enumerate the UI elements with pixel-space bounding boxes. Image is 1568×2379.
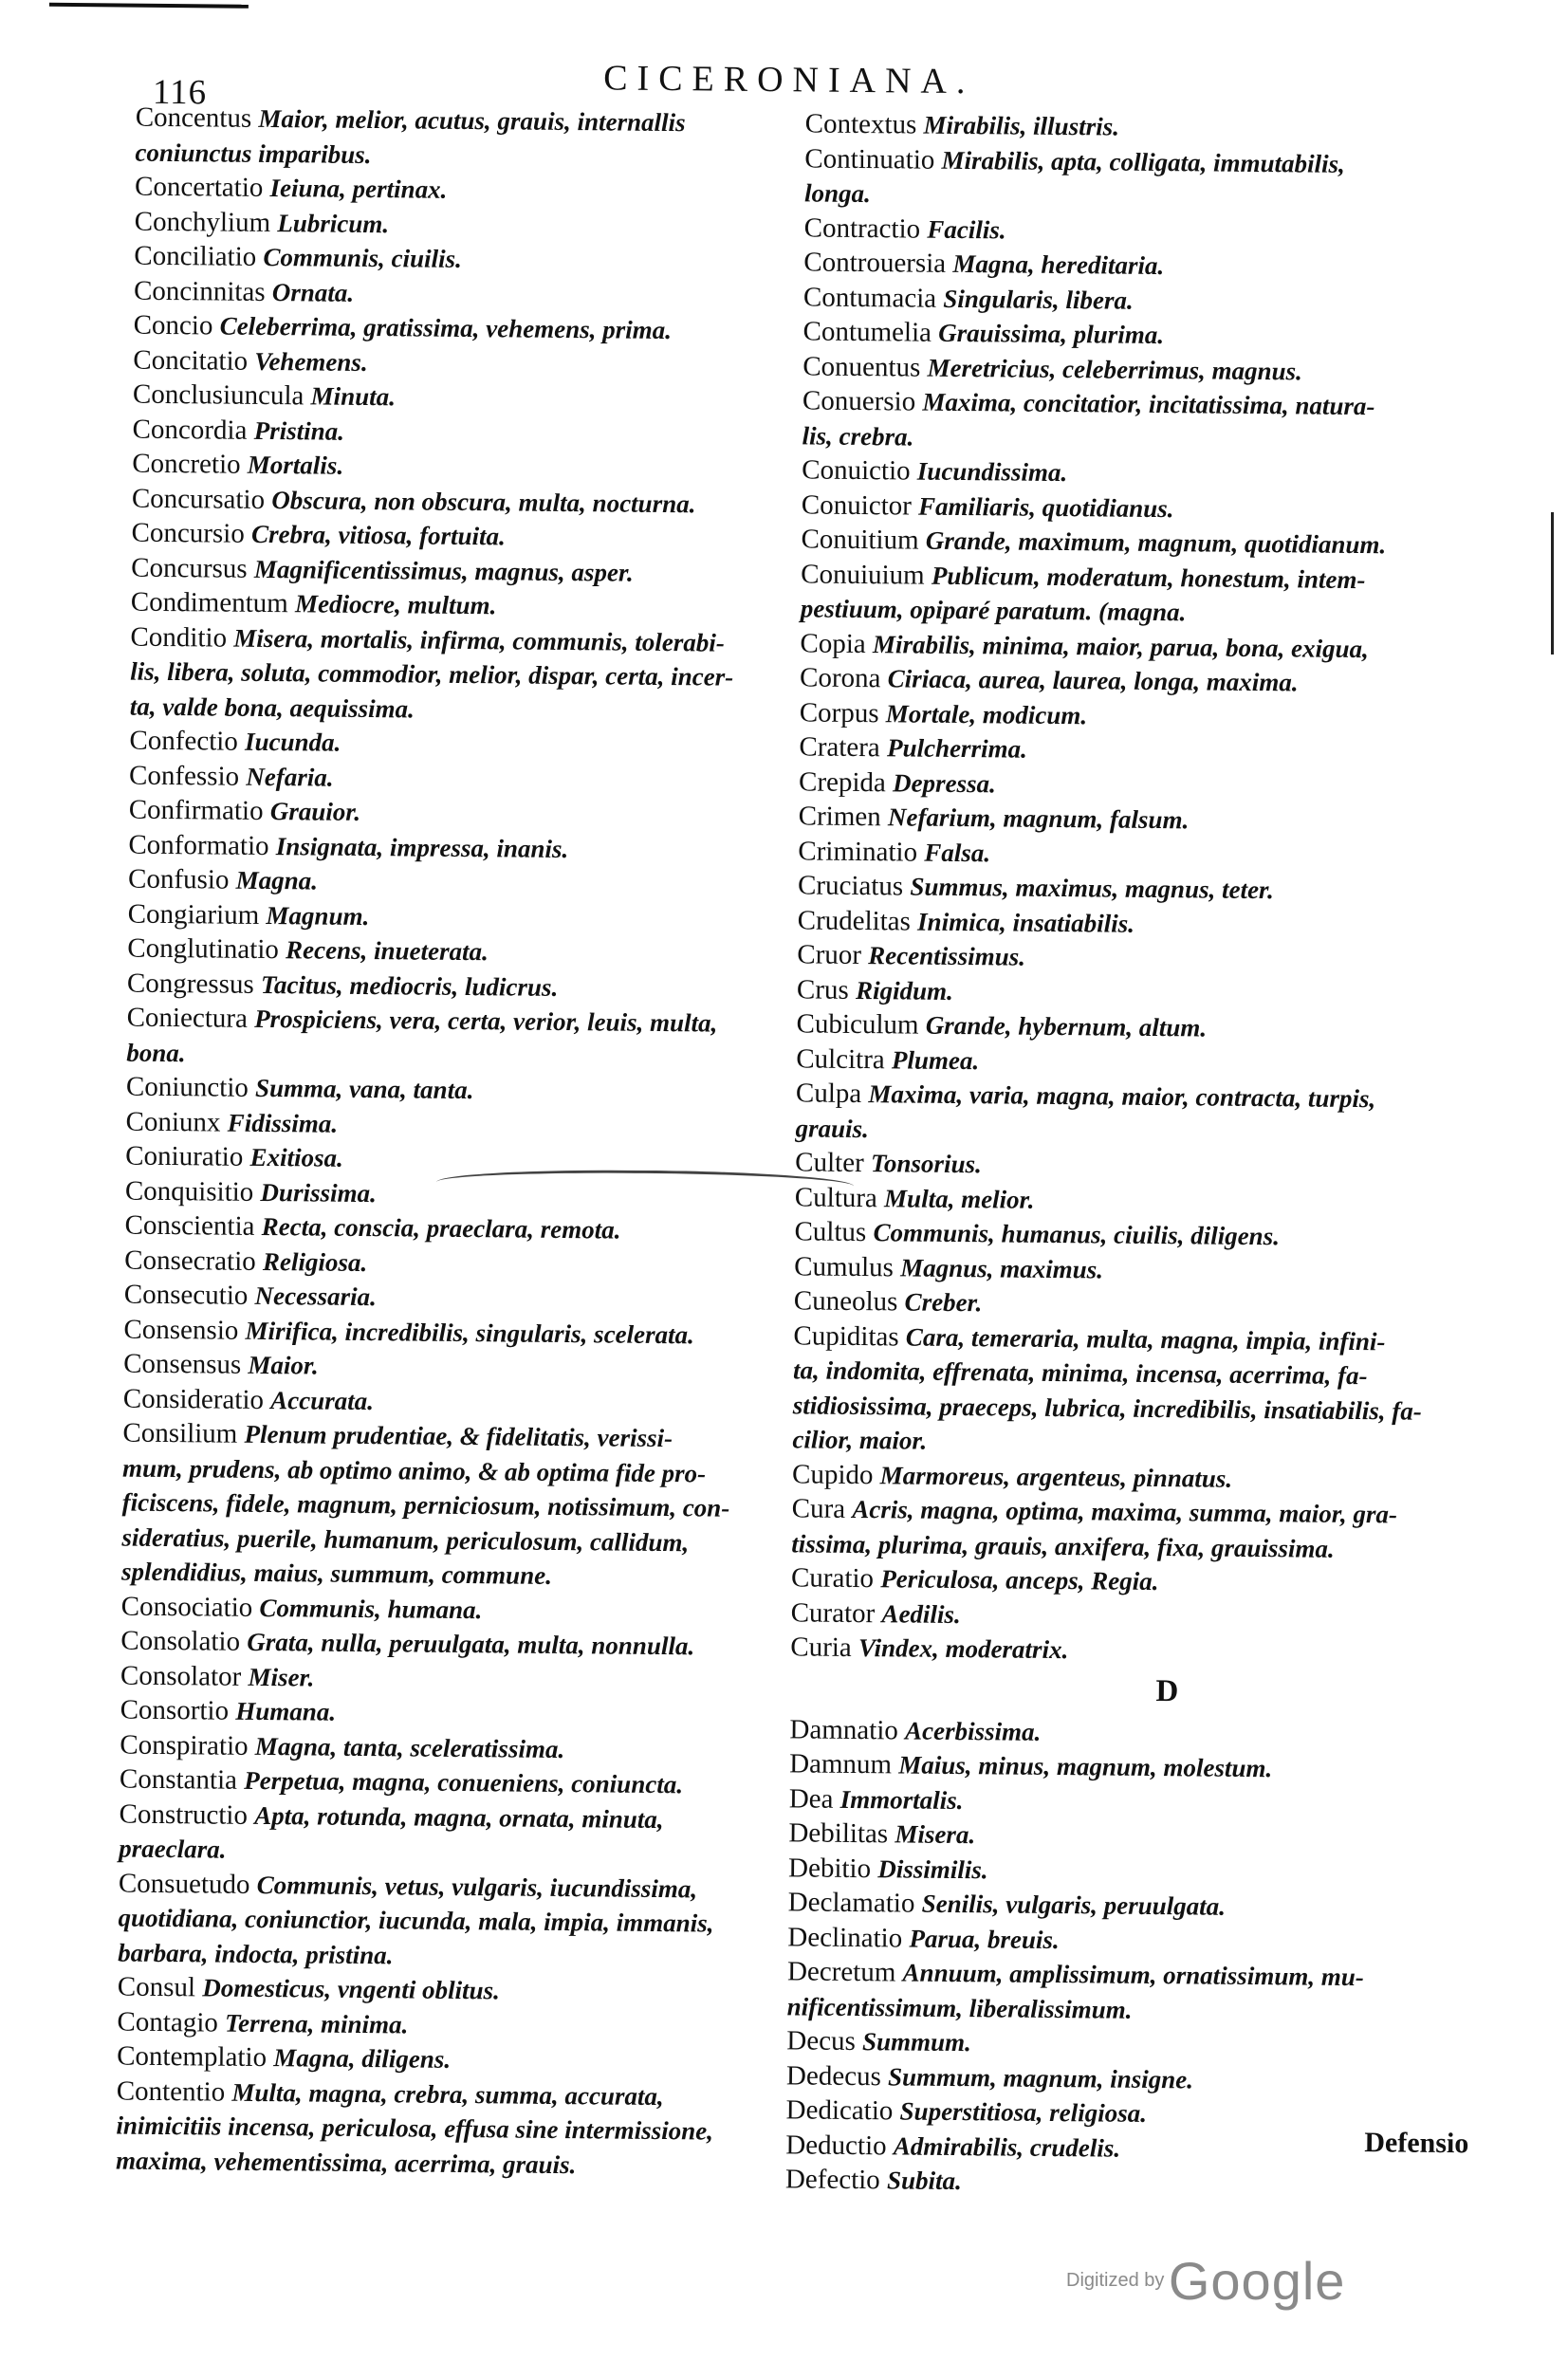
entry: [802, 452, 1499, 494]
headword: Contemplatio: [117, 2040, 267, 2074]
headword: Crepida: [798, 765, 887, 798]
epithets: lis, crebra.: [802, 420, 914, 452]
epithets: maxima, vehementissima, acerrima, grauis.: [115, 2146, 577, 2179]
entry: [801, 522, 1498, 563]
edge-mark: [1551, 512, 1554, 655]
epithets: Grauior.: [269, 797, 361, 826]
headword: Contentio: [116, 2075, 226, 2108]
headword: Culcitra: [796, 1042, 885, 1075]
entry-continuation: [118, 1901, 815, 1943]
headword: Conquisitio: [124, 1175, 254, 1208]
epithets: Durissima.: [260, 1177, 377, 1208]
entry: [126, 1070, 823, 1112]
headword: Conuitium: [801, 524, 919, 556]
headword: Consociatio: [120, 1591, 253, 1623]
epithets: coniunctus imparibus.: [135, 138, 372, 169]
epithets: Marmoreus, argenteus, pinnatus.: [879, 1460, 1233, 1493]
page-number: 116: [152, 72, 208, 113]
epithets: Celeberrima, gratissima, vehemens, prima.: [219, 311, 673, 345]
epithets: Pulcherrima.: [886, 733, 1027, 764]
epithets: Communis, vetus, vulgaris, iucundissima,: [256, 1870, 698, 1903]
epithets: Lubricum.: [277, 208, 390, 238]
entry: [787, 1954, 1485, 1996]
epithets: Magna, hereditaria.: [952, 249, 1165, 281]
epithets: sideratius, puerile, humanum, periculosum, callidum,: [121, 1522, 690, 1557]
entry: [117, 2039, 814, 2081]
entry: [123, 1347, 821, 1389]
entry: [804, 141, 1502, 183]
headword: Constructio: [119, 1798, 249, 1831]
headword: Coniunx: [125, 1106, 221, 1138]
entry: [799, 799, 1496, 840]
entry: [134, 308, 831, 350]
headword: Cura: [791, 1493, 846, 1524]
running-head: CICERONIANA.: [602, 58, 975, 102]
headword: Dea: [788, 1782, 834, 1815]
epithets: Tacitus, mediocris, ludicrus.: [260, 969, 559, 1002]
headword: Declinatio: [787, 1921, 903, 1953]
headword: Conchylium: [134, 206, 271, 238]
headword: Concordia: [132, 414, 248, 446]
headword: Decretum: [786, 1956, 896, 1988]
epithets: Admirabilis, crudelis.: [893, 2130, 1121, 2163]
headword: Consecratio: [124, 1245, 256, 1277]
epithets: Senilis, vulgaris, peruulgata.: [921, 1889, 1227, 1921]
entry-continuation: [116, 2109, 813, 2150]
epithets: Vindex, moderatrix.: [858, 1633, 1069, 1665]
epithets: inimicitiis incensa, periculosa, effusa sine intermissione,: [116, 2111, 714, 2146]
headword: Contextus: [804, 108, 917, 140]
epithets: Misera, mortalis, infirma, communis, tolerabi-: [233, 623, 725, 657]
epithets: Annuum, amplissimum, ornatissimum, mu-: [902, 1958, 1364, 1992]
headword: Conuentus: [802, 350, 921, 383]
epithets: Vehemens.: [254, 346, 368, 377]
epithets: Insignata, impressa, inanis.: [275, 831, 569, 863]
headword: Crimen: [798, 801, 881, 833]
entry: [122, 1416, 820, 1458]
headword: Conuictor: [801, 489, 913, 522]
entry: [805, 106, 1503, 148]
headword: Consilium: [122, 1417, 238, 1449]
epithets: Pristina.: [253, 415, 345, 446]
epithets: Accurata.: [270, 1385, 375, 1415]
headword: Corpus: [799, 696, 879, 728]
headword: Dedicatio: [785, 2094, 894, 2127]
entry: [792, 1491, 1489, 1533]
epithets: Summum.: [861, 2027, 972, 2057]
epithets: Magna, diligens.: [273, 2043, 452, 2074]
headword: Concursio: [131, 517, 245, 549]
epithets: Prospiciens, vera, certa, verior, leuis, multa,: [254, 1004, 718, 1038]
epithets: ficiscens, fidele, magnum, perniciosum, notissimum, con-: [121, 1487, 730, 1522]
epithets: Magnus, maximus.: [900, 1252, 1104, 1283]
epithets: ta, valde bona, aequissima.: [129, 692, 415, 723]
headword: Debitio: [787, 1852, 872, 1884]
epithets: Nefarium, magnum, falsum.: [887, 802, 1190, 835]
epithets: Maxima, varia, magna, maior, contracta, turpis,: [868, 1079, 1376, 1114]
headword: Conuictio: [802, 454, 911, 487]
headword: Consensio: [123, 1314, 239, 1346]
google-logo: Google: [1168, 2251, 1346, 2311]
epithets: Fidissima.: [227, 1108, 339, 1138]
epithets: Grata, nulla, peruulgata, multa, nonnulla.: [247, 1627, 695, 1661]
headword: Conditio: [130, 621, 228, 654]
epithets: Acerbissima.: [904, 1716, 1042, 1746]
headword: Curatio: [790, 1562, 875, 1595]
headword: Concursus: [131, 552, 248, 584]
headword: Constantia: [119, 1763, 238, 1796]
entry: [786, 2023, 1484, 2065]
headword: Defectio: [784, 2164, 880, 2196]
epithets: Singularis, libera.: [943, 284, 1134, 315]
entry: [791, 1560, 1488, 1602]
entry: [795, 1145, 1492, 1187]
epithets: Obscura, non obscura, multa, nocturna.: [271, 485, 696, 518]
headword: Continuatio: [804, 142, 935, 175]
epithets: Communis, ciuilis.: [263, 242, 462, 273]
epithets: Grauissima, plurima.: [938, 318, 1165, 350]
epithets: Inimica, insatiabilis.: [916, 907, 1135, 938]
epithets: Periculosa, anceps, Regia.: [880, 1564, 1159, 1596]
headword: Concitatio: [133, 344, 249, 377]
epithets: Immortalis.: [839, 1784, 964, 1815]
epithets: Multa, melior.: [883, 1183, 1035, 1214]
headword: Criminatio: [798, 835, 918, 868]
headword: Concursatio: [131, 483, 266, 515]
epithets: Grande, maximum, magnum, quotidianum.: [925, 526, 1387, 560]
entry-continuation: [122, 1485, 820, 1527]
headword: Culpa: [795, 1078, 862, 1110]
epithets: longa.: [803, 178, 871, 209]
watermark-prefix: Digitized by: [1066, 2270, 1165, 2291]
headword: Conformatio: [128, 829, 269, 861]
headword: Coniectura: [126, 1002, 249, 1034]
entry: [124, 1208, 821, 1250]
headword: Contumelia: [802, 316, 932, 348]
entry: [129, 793, 826, 835]
headword: Cratera: [799, 731, 880, 764]
headword: Consul: [117, 1971, 196, 2003]
section-letter: D: [1155, 1673, 1179, 1708]
headword: Confirmatio: [128, 794, 264, 826]
epithets: mum, prudens, ab optimo animo, & ab optima fide pro-: [121, 1453, 707, 1487]
epithets: Depressa.: [893, 767, 997, 798]
epithets: Summum, magnum, insigne.: [887, 2061, 1194, 2093]
headword: Crudelitas: [797, 904, 912, 937]
epithets: Multa, magna, crebra, summa, accurata,: [231, 2077, 664, 2111]
epithets: Domesticus, vngenti oblitus.: [202, 1973, 500, 2005]
digitized-by-watermark: [1066, 2250, 1345, 2312]
epithets: Misera.: [895, 1819, 976, 1850]
epithets: Maxima, concitatior, incitatissima, natura-: [922, 387, 1375, 421]
epithets: Tonsorius.: [870, 1149, 982, 1179]
entry: [785, 2162, 1483, 2204]
entry: [803, 245, 1501, 286]
epithets: Terrena, minima.: [224, 2008, 409, 2038]
epithets: Summa, vana, tanta.: [254, 1073, 474, 1105]
epithets: Mirabilis, apta, colligata, immutabilis,: [941, 145, 1346, 178]
headword: Deductio: [785, 2129, 887, 2161]
headword: Conglutinatio: [127, 932, 280, 966]
epithets: cilior, maior.: [792, 1425, 928, 1455]
epithets: quotidiana, coniunctior, iucunda, mala, impia, immanis,: [118, 1903, 714, 1938]
entry: [131, 516, 828, 558]
headword: Damnum: [788, 1748, 893, 1780]
entry: [136, 101, 833, 142]
headword: Congressus: [126, 968, 254, 1000]
epithets: lis, libera, soluta, commodior, melior, dispar, certa, incer-: [130, 656, 734, 692]
epithets: Mortale, modicum.: [885, 698, 1088, 729]
epithets: Minuta.: [310, 381, 397, 412]
epithets: praeclara.: [119, 1834, 227, 1864]
entry-continuation: [116, 2143, 813, 2185]
epithets: pestiuum, opiparé paratum. (magna.: [800, 594, 1187, 627]
entry: [794, 1214, 1491, 1256]
catchword: Defensio: [1364, 2127, 1469, 2160]
headword: Conspiratio: [120, 1729, 249, 1761]
epithets: Mirabilis, minima, maior, parua, bona, exigua,: [872, 629, 1370, 663]
epithets: Nefaria.: [246, 762, 334, 792]
epithets: grauis.: [795, 1113, 870, 1143]
epithets: Subita.: [886, 2166, 962, 2196]
epithets: Iucundissima.: [916, 456, 1068, 488]
headword: Consideratio: [122, 1383, 265, 1415]
entry: [788, 1816, 1485, 1857]
entry: [802, 314, 1500, 356]
headword: Coniunctio: [125, 1071, 249, 1103]
epithets: Mirabilis, illustris.: [923, 110, 1120, 141]
entry: [796, 1006, 1493, 1048]
headword: Coniuratio: [125, 1140, 244, 1172]
headword: Consolator: [120, 1660, 242, 1692]
headword: Concretio: [132, 448, 241, 480]
headword: Cruor: [797, 939, 862, 971]
epithets: Recentissimus.: [868, 941, 1026, 971]
headword: Debilitas: [788, 1817, 889, 1850]
entry: [127, 931, 824, 973]
headword: Cumulus: [794, 1250, 895, 1282]
entry: [132, 447, 829, 489]
entry-continuation: [121, 1555, 819, 1596]
entry: [120, 1762, 817, 1804]
epithets: Recens, inueterata.: [285, 935, 489, 967]
headword: Crus: [796, 973, 849, 1005]
headword: Conciliatio: [134, 240, 257, 272]
epithets: Ieiuna, pertinax.: [269, 174, 448, 204]
entry: [133, 378, 830, 419]
entry-continuation: [792, 1422, 1489, 1464]
headword: Corona: [799, 662, 881, 694]
headword: Dedecus: [785, 2059, 881, 2092]
epithets: Familiaris, quotidianus.: [917, 491, 1174, 523]
epithets: Facilis.: [927, 214, 1006, 244]
entry: [788, 1885, 1485, 1927]
epithets: Maior.: [248, 1350, 319, 1380]
headword: Conscientia: [124, 1209, 255, 1242]
headword: Decus: [786, 2025, 856, 2057]
entry: [802, 383, 1500, 425]
headword: Cultus: [794, 1216, 867, 1248]
epithets: bona.: [126, 1038, 186, 1067]
epithets: Falsa.: [924, 838, 991, 867]
entry: [124, 1278, 821, 1319]
epithets: Ciriaca, aurea, laurea, longa, maxima.: [887, 664, 1299, 697]
epithets: Religiosa.: [262, 1246, 368, 1277]
headword: Declamatio: [787, 1887, 915, 1919]
entry: [800, 660, 1497, 702]
headword: Curia: [790, 1632, 852, 1663]
epithets: Miser.: [248, 1662, 315, 1692]
entry: [789, 1746, 1486, 1788]
epithets: Maius, minus, magnum, molestum.: [898, 1750, 1273, 1783]
epithets: Dissimilis.: [877, 1853, 988, 1884]
headword: Consuetudo: [118, 1868, 250, 1900]
entry: [120, 1693, 817, 1735]
epithets: Mirifica, incredibilis, singularis, scelerata.: [245, 1316, 695, 1349]
headword: Confessio: [128, 760, 240, 792]
headword: Copia: [800, 627, 866, 659]
headword: Consortio: [120, 1694, 230, 1726]
epithets: Mortalis.: [247, 450, 344, 480]
epithets: splendidius, maius, summum, commune.: [120, 1557, 553, 1590]
headword: Cupido: [791, 1458, 874, 1490]
epithets: nificentissimum, liberalissimum.: [786, 1991, 1133, 2024]
headword: Cubiculum: [796, 1008, 919, 1041]
headword: Curator: [790, 1596, 876, 1629]
left-column: [116, 101, 833, 2185]
epithets: Ornata.: [271, 277, 355, 307]
entry: [129, 724, 826, 765]
epithets: Parua, breuis.: [909, 1924, 1060, 1954]
entry-continuation: [130, 655, 827, 696]
headword: Contagio: [117, 2006, 219, 2038]
epithets: Magnificentissimus, magnus, asper.: [253, 554, 634, 587]
epithets: Humana.: [235, 1696, 337, 1726]
headword: Consolatio: [120, 1625, 241, 1657]
epithets: Publicum, moderatum, honestum, intem-: [931, 561, 1366, 594]
epithets: ta, indomita, effrenata, minima, incensa, acerrima, fa-: [792, 1355, 1368, 1391]
headword: Conuiuium: [801, 558, 925, 591]
entry: [120, 1624, 818, 1666]
epithets: Acris, magna, optima, maxima, summa, maior, gra-: [852, 1494, 1398, 1529]
entry: [128, 862, 825, 904]
entry-continuation: [119, 1832, 816, 1873]
epithets: Plenum prudentiae, & fidelitatis, verissi-: [244, 1419, 673, 1453]
epithets: Apta, rotunda, magna, ornata, minuta,: [254, 1800, 664, 1834]
headword: Confectio: [129, 725, 238, 757]
epithets: stidiosissima, praeceps, lubrica, incredibilis, insatiabilis, fa-: [792, 1390, 1422, 1426]
epithets: Communis, humana.: [259, 1593, 483, 1624]
headword: Confusio: [127, 863, 230, 895]
headword: Concentus: [135, 101, 252, 134]
epithets: Iucunda.: [244, 727, 341, 757]
epithets: Mediocre, multum.: [294, 589, 497, 620]
entry: [118, 1970, 815, 2012]
epithets: Rigidum.: [855, 975, 953, 1005]
epithets: Summus, maximus, magnus, teter.: [910, 872, 1274, 905]
epithets: Grande, hybernum, altum.: [925, 1010, 1208, 1042]
headword: Cultura: [794, 1181, 878, 1213]
headword: Concertatio: [134, 171, 264, 203]
headword: Condimentum: [130, 586, 288, 619]
epithets: Recta, conscia, praeclara, remota.: [261, 1211, 621, 1245]
epithets: Magna, tanta, sceleratissima.: [254, 1731, 565, 1763]
epithets: Perpetua, magna, conueniens, coniuncta.: [244, 1765, 684, 1799]
entry-continuation: [793, 1353, 1490, 1394]
epithets: tissima, plurima, grauis, anxifera, fixa, grauissima.: [791, 1528, 1335, 1563]
entry: [134, 239, 831, 281]
epithets: Crebra, vitiosa, fortuita.: [250, 519, 506, 551]
headword: Damnatio: [789, 1713, 899, 1745]
headword: Cuneolus: [793, 1285, 898, 1318]
headword: Contumacia: [802, 281, 937, 314]
entry: [796, 1076, 1493, 1117]
epithets: Necessaria.: [254, 1281, 377, 1312]
headword: Culter: [795, 1147, 864, 1179]
entry: [126, 1001, 823, 1042]
epithets: Superstitiosa, religiosa.: [899, 2096, 1148, 2128]
headword: Cruciatus: [797, 870, 904, 902]
epithets: Communis, humanus, ciuilis, diligens.: [873, 1218, 1281, 1251]
headword: Consensus: [123, 1348, 242, 1380]
epithets: Creber.: [904, 1287, 983, 1318]
headword: Concinnitas: [133, 275, 266, 307]
headword: Congiarium: [127, 898, 260, 931]
entry: [797, 937, 1494, 979]
epithets: Cara, temeraria, multa, magna, impia, infini-: [905, 1321, 1386, 1355]
epithets: Magnum.: [266, 900, 370, 931]
entry: [798, 868, 1495, 910]
entry: [131, 585, 828, 627]
epithets: barbara, indocta, pristina.: [118, 1938, 394, 1969]
entry-continuation: [801, 591, 1498, 633]
epithets: Aedilis.: [881, 1598, 961, 1629]
entry: [799, 729, 1496, 771]
headword: Cupiditas: [793, 1319, 899, 1352]
entry: [794, 1283, 1491, 1325]
epithets: Magna.: [235, 865, 319, 895]
right-column: [785, 106, 1503, 2203]
headword: Consecutio: [123, 1279, 249, 1311]
epithets: Plumea.: [891, 1044, 980, 1075]
epithets: Meretricius, celeberrimus, magnus.: [927, 353, 1303, 385]
epithets: Maior, melior, acutus, grauis, internallis: [258, 103, 686, 138]
entry: [135, 170, 832, 212]
headword: Controuersia: [803, 247, 947, 279]
entry: [790, 1630, 1487, 1671]
headword: Conclusiuncula: [132, 378, 304, 412]
epithets: Exitiosa.: [249, 1142, 343, 1172]
top-edge-mark: [49, 0, 249, 9]
headword: Conuersio: [802, 385, 916, 417]
headword: Contractio: [803, 212, 921, 245]
headword: Concio: [133, 309, 213, 341]
